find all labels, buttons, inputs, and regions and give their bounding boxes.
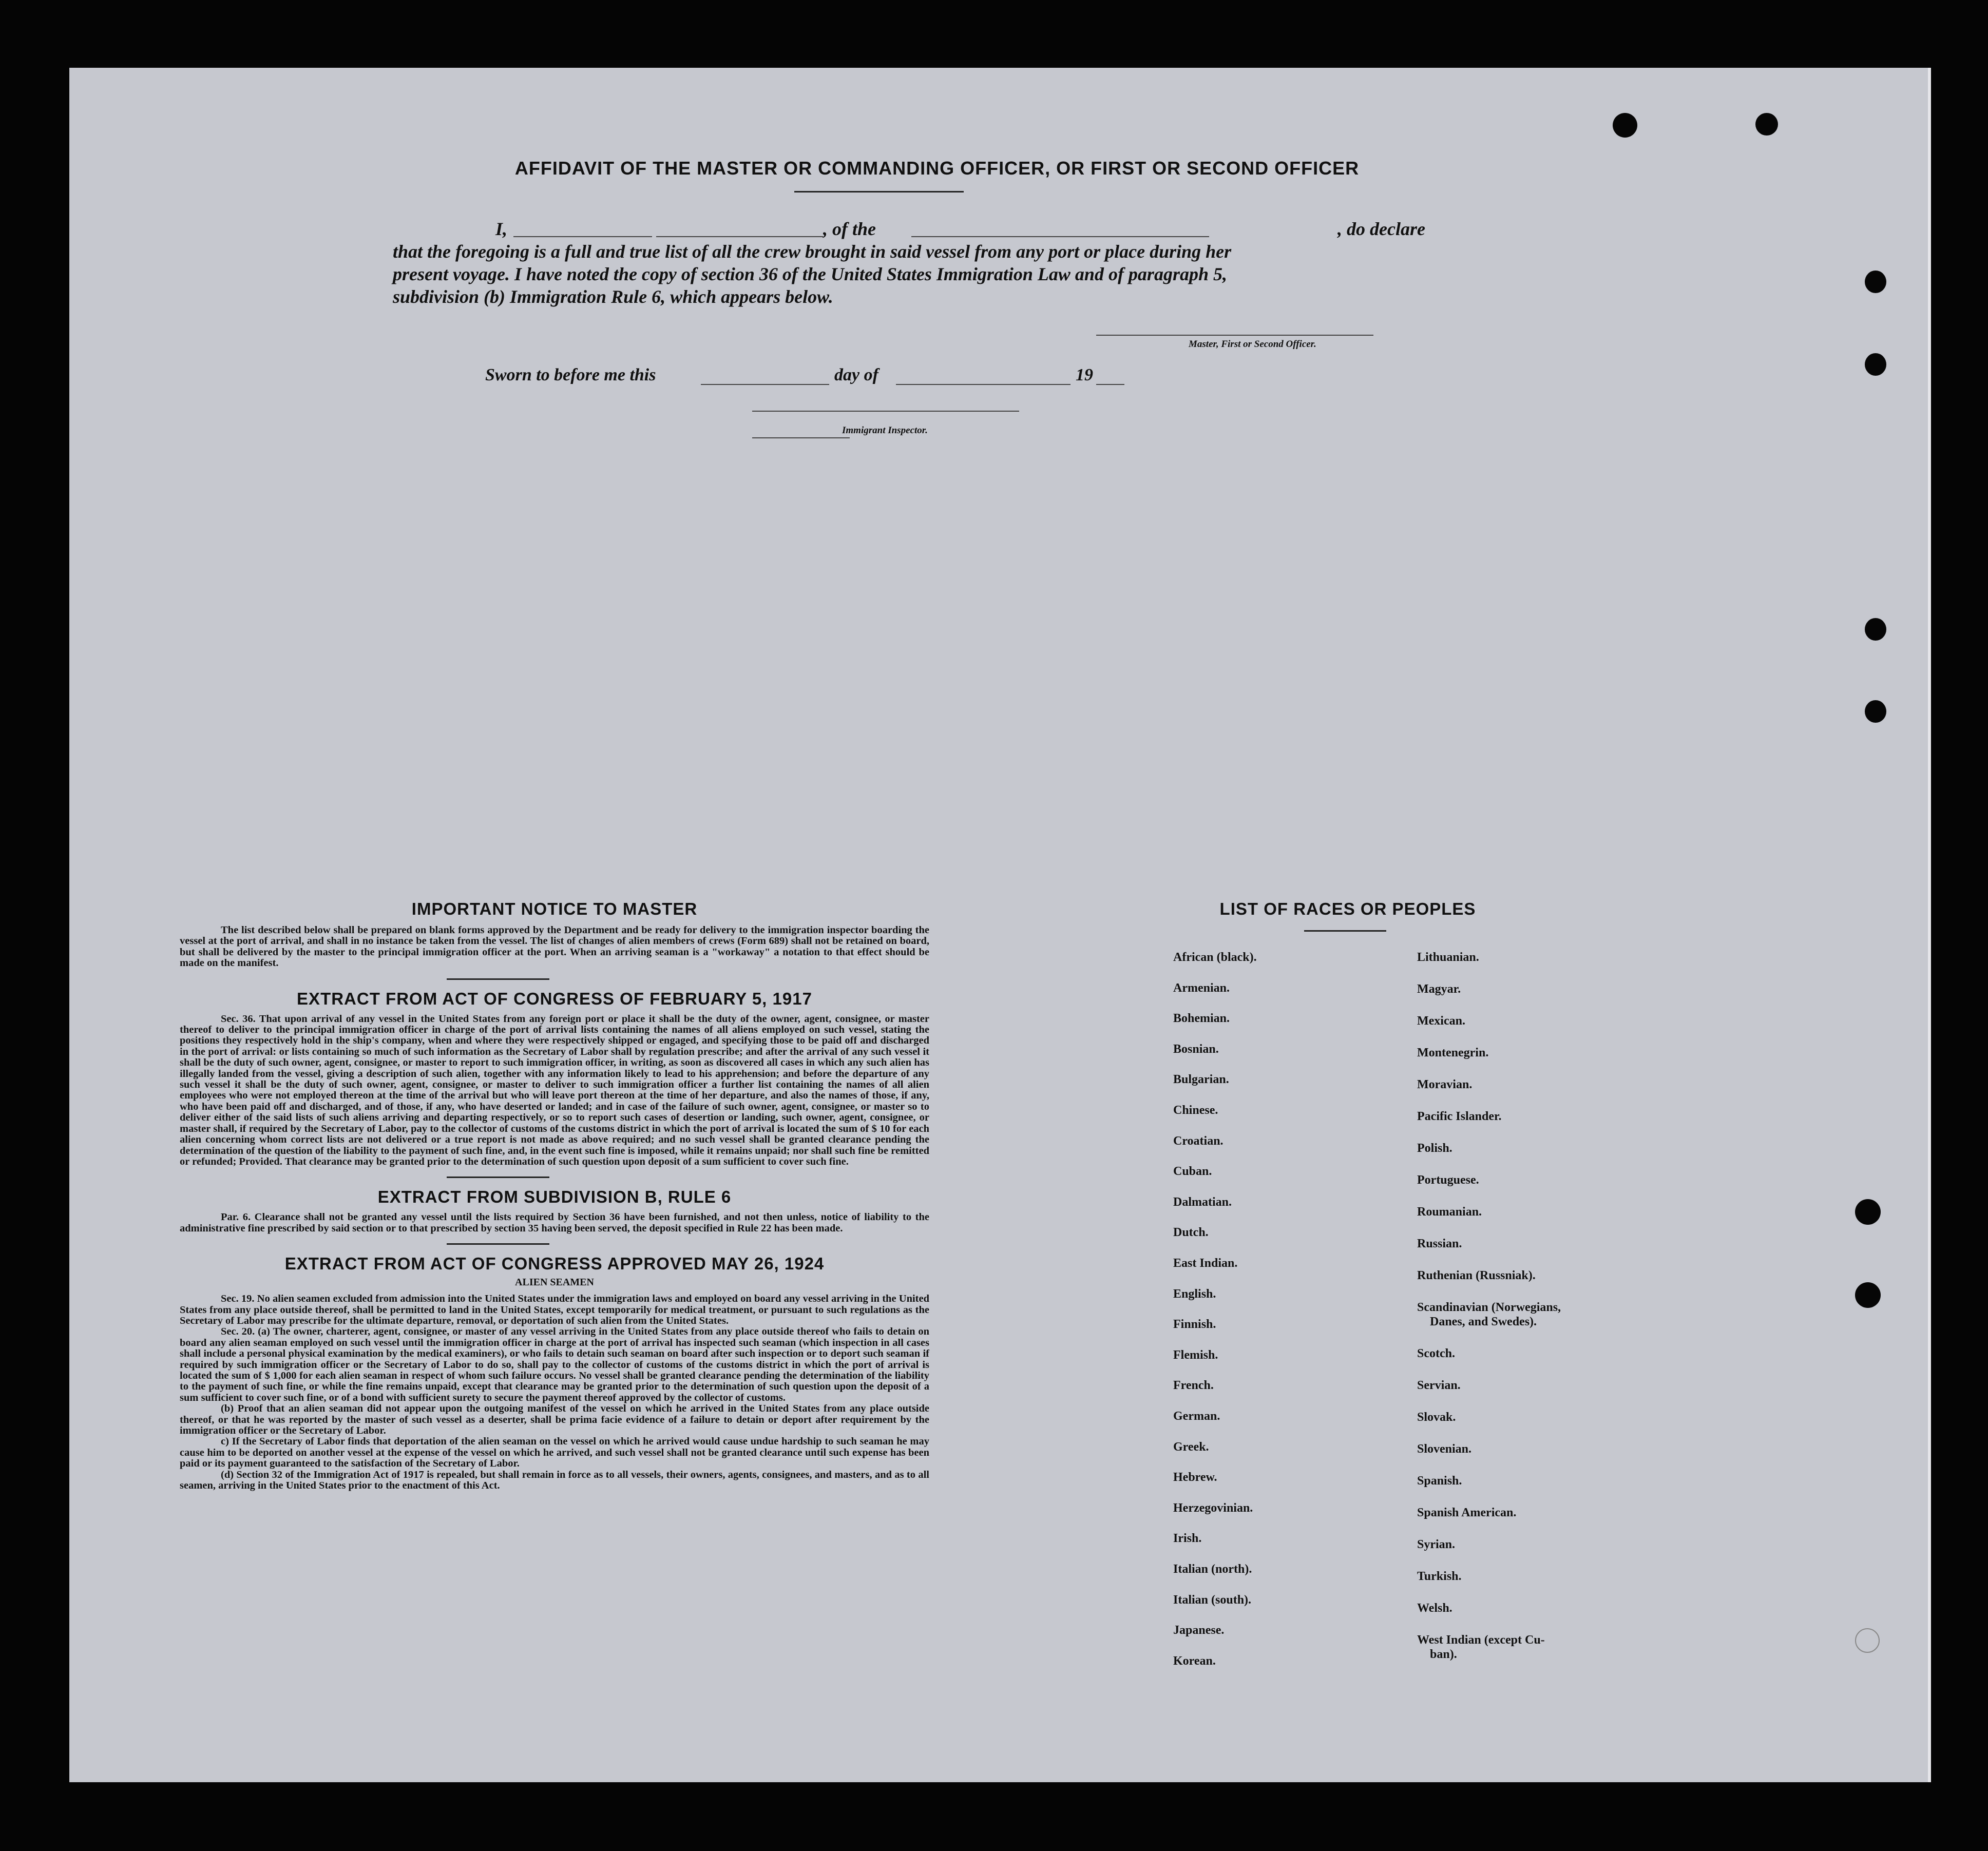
affidavit-line-3: present voyage. I have noted the copy of section 36 of the United States Immigration Law and of paragraph 5, — [393, 264, 1227, 284]
race-item: Slovak. — [1417, 1411, 1456, 1424]
sworn-day-blank[interactable] — [701, 384, 829, 385]
race-item: Armenian. — [1173, 981, 1230, 995]
punch-hole — [1865, 700, 1886, 723]
race-item: English. — [1173, 1287, 1216, 1301]
race-item: Scotch. — [1417, 1347, 1455, 1360]
race-item: Turkish. — [1417, 1570, 1462, 1583]
punch-hole — [1613, 113, 1637, 138]
sec20c: c) If the Secretary of Labor finds that deportation of the alien seaman on the vessel on which he arrived would cause undue hardship to such seaman he may cause him to be deported on another vessel at the expense of the vessel on which he arrived, and such vessel shall not be granted clearance until such expense has been paid or its payment guaranteed to the satisfaction of the Secretary of Labor. — [180, 1436, 929, 1470]
race-item: Italian (north). — [1173, 1563, 1252, 1576]
race-item: Chinese. — [1173, 1104, 1218, 1117]
rule6-body: Par. 6. Clearance shall not be granted any vessel until the lists required by Section 36 have been furnished, and not then unless, notice of liability to the administrative fine prescribed by said section or to that prescribed by section 35 having been served, the deposit specified in Rule 22 has been made. — [180, 1211, 929, 1234]
sworn-day-of: day of — [834, 365, 878, 384]
race-item: Montenegrin. — [1417, 1046, 1489, 1059]
extract-1924-title: EXTRACT FROM ACT OF CONGRESS APPROVED MAY 26, 1924 — [284, 1254, 825, 1274]
race-item: African (black). — [1173, 951, 1257, 964]
race-item: Korean. — [1173, 1654, 1216, 1668]
race-item: Lithuanian. — [1417, 951, 1479, 964]
left-column — [180, 899, 929, 1491]
sec20a: Sec. 20. (a) The owner, charterer, agent, consignee, or master of any vessel arriving in the United States from any place outside thereof who fails to detain on board any alien seaman employed on such vessel until the immigration officer in charge at the port of arrival has inspected such seaman (which inspection in all cases shall include a personal physical examination by the medical examiners), or who fails to detain such seaman on board after such inspection or to deport such seaman if required by such immigration officer or the Secretary of Labor to do so, shall pay to the collector of customs of the customs district in which the port of arrival is located the sum of $ 1,000 for each alien seaman in respect of whom such failure occurs. No vessel shall be granted clearance pending the determination of the liability to the payment of such fine, or while the fine remains unpaid, except that clearance may be granted prior to the determination of such question upon the deposit of a sum sufficient to cover such fine, or of a bond with sufficient surety to secure the payment thereof approved by the collector of customs. — [180, 1326, 929, 1403]
sec20d: (d) Section 32 of the Immigration Act of 1917 is repealed, but shall remain in force as to all vessels, their owners, agents, consignees, and masters, and as to all seamen, arriving in the United States prior to the enactment of this Act. — [180, 1469, 929, 1492]
race-item: Irish. — [1173, 1532, 1202, 1545]
document-page — [69, 68, 1931, 1782]
race-item: Japanese. — [1173, 1624, 1225, 1637]
extract-1924-body — [180, 1294, 929, 1491]
race-item: Hebrew. — [1173, 1471, 1217, 1484]
divider — [447, 1177, 549, 1178]
races-list — [1173, 951, 1687, 1751]
master-signature-line[interactable] — [1096, 335, 1373, 336]
master-label: Master, First or Second Officer. — [1189, 339, 1316, 350]
extract-1924-subtitle: ALIEN SEAMEN — [515, 1277, 594, 1288]
affidavit-title: AFFIDAVIT OF THE MASTER OR COMMANDING OFFICER, OR FIRST OR SECOND OFFICER — [514, 158, 1360, 179]
notice-title: IMPORTANT NOTICE TO MASTER — [411, 899, 698, 918]
race-item: Bulgarian. — [1173, 1073, 1229, 1086]
punch-hole — [1755, 113, 1778, 136]
divider — [447, 1243, 549, 1245]
rule6-title: EXTRACT FROM SUBDIVISION B, RULE 6 — [377, 1187, 732, 1207]
affidavit-line-4: subdivision (b) Immigration Rule 6, which appears below. — [393, 286, 833, 307]
sworn-year: 19 — [1076, 365, 1093, 384]
race-item: German. — [1173, 1410, 1220, 1423]
race-item: Russian. — [1417, 1237, 1462, 1250]
sworn-line — [485, 365, 1204, 388]
punch-hole-faint — [1855, 1628, 1880, 1653]
race-item-continued: Danes, and Swedes). — [1430, 1315, 1537, 1328]
race-item: Herzegovinian. — [1173, 1501, 1253, 1515]
race-item: Welsh. — [1417, 1602, 1452, 1615]
race-item: French. — [1173, 1379, 1214, 1392]
punch-hole — [1865, 618, 1886, 641]
race-item: Croatian. — [1173, 1134, 1224, 1148]
sworn-year-blank[interactable] — [1096, 384, 1124, 385]
race-item: Slovenian. — [1417, 1442, 1472, 1456]
race-item: Pacific Islander. — [1417, 1110, 1502, 1123]
inspector-signature-line[interactable] — [752, 411, 1019, 412]
race-item: Dutch. — [1173, 1226, 1209, 1239]
sec20b: (b) Proof that an alien seaman did not appear upon the outgoing manifest of the vessel on which he arrived in the United States from any place outside thereof, or that he was reported by the master of such vessel as a deserter, shall be prima facie evidence of a failure to detain or deport after requirement by the immigration officer or the Secretary of Labor. — [180, 1403, 929, 1436]
notice-body: The list described below shall be prepared on blank forms approved by the Department and be ready for delivery to the immigration inspector boarding the vessel at the port of arrival, and shall in no instance be taken from the vessel. The list of changes of alien members of crews (Form 689) shall not be retained on board, but shall be delivered by the master to the principal immigration officer at the port. When an arriving seaman is a "workaway" a notation to that effect should be made on the manifest. — [180, 924, 929, 969]
race-item: East Indian. — [1173, 1257, 1238, 1270]
race-item: Mexican. — [1417, 1014, 1465, 1028]
race-item: Flemish. — [1173, 1348, 1218, 1362]
inspector-short-line — [752, 437, 850, 438]
race-item: Roumanian. — [1417, 1205, 1482, 1219]
affidavit-of-the: , of the — [823, 219, 876, 239]
sworn-before: Sworn to before me this — [485, 365, 656, 384]
affidavit-do-declare: , do declare — [1337, 219, 1425, 239]
sworn-month-blank[interactable] — [896, 384, 1071, 385]
punch-hole — [1865, 271, 1886, 293]
vessel-blank[interactable] — [911, 236, 1209, 237]
punch-hole — [1855, 1282, 1881, 1308]
race-item: Portuguese. — [1417, 1173, 1479, 1187]
races-title-underline — [1304, 930, 1386, 932]
inspector-label: Immigrant Inspector. — [842, 425, 928, 436]
race-item: Spanish. — [1417, 1474, 1462, 1488]
race-item: Syrian. — [1417, 1538, 1456, 1551]
affidavit-i: I, — [495, 219, 508, 239]
extract-1917-title: EXTRACT FROM ACT OF CONGRESS OF FEBRUARY 5, 1917 — [297, 989, 812, 1008]
name-blank-2[interactable] — [656, 236, 823, 237]
races-title: LIST OF RACES OR PEOPLES — [1219, 899, 1476, 918]
sec19: Sec. 19. No alien seamen excluded from admission into the United States under the immigration laws and employed on board any vessel arriving in the United States from any place outside thereof, shall be permitted to land in the United States, except temporarily for medical treatment, or pursuant to such regulations as the Secretary of Labor may prescribe for the ultimate departure, removal, or deportation of such alien from the United States. — [180, 1293, 929, 1326]
race-item: Cuban. — [1173, 1165, 1212, 1178]
race-item: Spanish American. — [1417, 1506, 1517, 1519]
race-item: Ruthenian (Russniak). — [1417, 1269, 1536, 1282]
race-item: Bosnian. — [1173, 1043, 1219, 1056]
race-item: Magyar. — [1417, 982, 1461, 996]
race-item-continued: ban). — [1430, 1648, 1457, 1661]
race-item: Scandinavian (Norwegians, — [1417, 1301, 1561, 1314]
race-item: Greek. — [1173, 1440, 1209, 1454]
race-item: Finnish. — [1173, 1318, 1216, 1331]
title-underline — [794, 191, 964, 192]
race-item: Dalmatian. — [1173, 1196, 1232, 1209]
name-blank-1[interactable] — [513, 236, 652, 237]
race-item: Polish. — [1417, 1142, 1452, 1155]
divider — [447, 978, 549, 980]
affidavit-line-2: that the foregoing is a full and true list of all the crew brought in said vessel from any port or place during her — [393, 241, 1232, 262]
extract-1917-body: Sec. 36. That upon arrival of any vessel in the United States from any foreign port or place it shall be the duty of the owner, agent, consignee, or master thereof to deliver to the principal immigration officer in charge of the port of arrival lists containing the names of all aliens employed on such vessel, stating the positions they respectively hold in the ship's company, when and where they were respectively shipped or engaged, and specifying those to be paid off and discharged in the port of arrival: or lists containing so much of such information as the Secretary of Labor shall by regulation prescribe; and after the arrival of any such vessel it shall be the duty of such owner, agent, consignee, or master to report to such immigration officer, in writing, as soon as discovered all cases in which any such alien has illegally landed from the vessel, giving a description of such alien, together with any information likely to lead to his apprehension; and before the departure of any such vessel it shall be the duty of such owner, agent, consignee, or master to deliver to such immigration officer a further list containing the names of all alien employees who were not employed thereon at the time of the arrival but who will leave port thereon at the time of her departure, and also the names of those, if any, who have been paid off and discharged, and of those, if any, who have deserted or landed; and in case of the failure of such owner, agent, consignee, or master so to deliver either of the said lists of such aliens arriving and departing respectively, or so to report such cases of desertion or landing, such owner, agent, consignee, or master shall, if required by the Secretary of Labor, pay to the collector of customs of the customs district in which the port of arrival is located the sum of $ 10 for each alien concerning whom correct lists are not delivered or a true report is not made as above required; and no such vessel shall be granted clearance pending the determination of the question of the liability to the payment of such fine, and, in the event such fine is imposed, while it remains unpaid; nor shall such fine be remitted or refunded; Provided. That clearance may be granted prior to the determination of such question upon deposit of a sum sufficient to cover such fine. — [180, 1013, 929, 1167]
race-item: Moravian. — [1417, 1078, 1473, 1091]
race-item: Servian. — [1417, 1379, 1461, 1392]
punch-hole — [1855, 1199, 1881, 1225]
punch-hole — [1865, 353, 1886, 376]
race-item: Bohemian. — [1173, 1012, 1230, 1025]
race-item: West Indian (except Cu- — [1417, 1633, 1545, 1647]
race-item: Italian (south). — [1173, 1593, 1252, 1607]
